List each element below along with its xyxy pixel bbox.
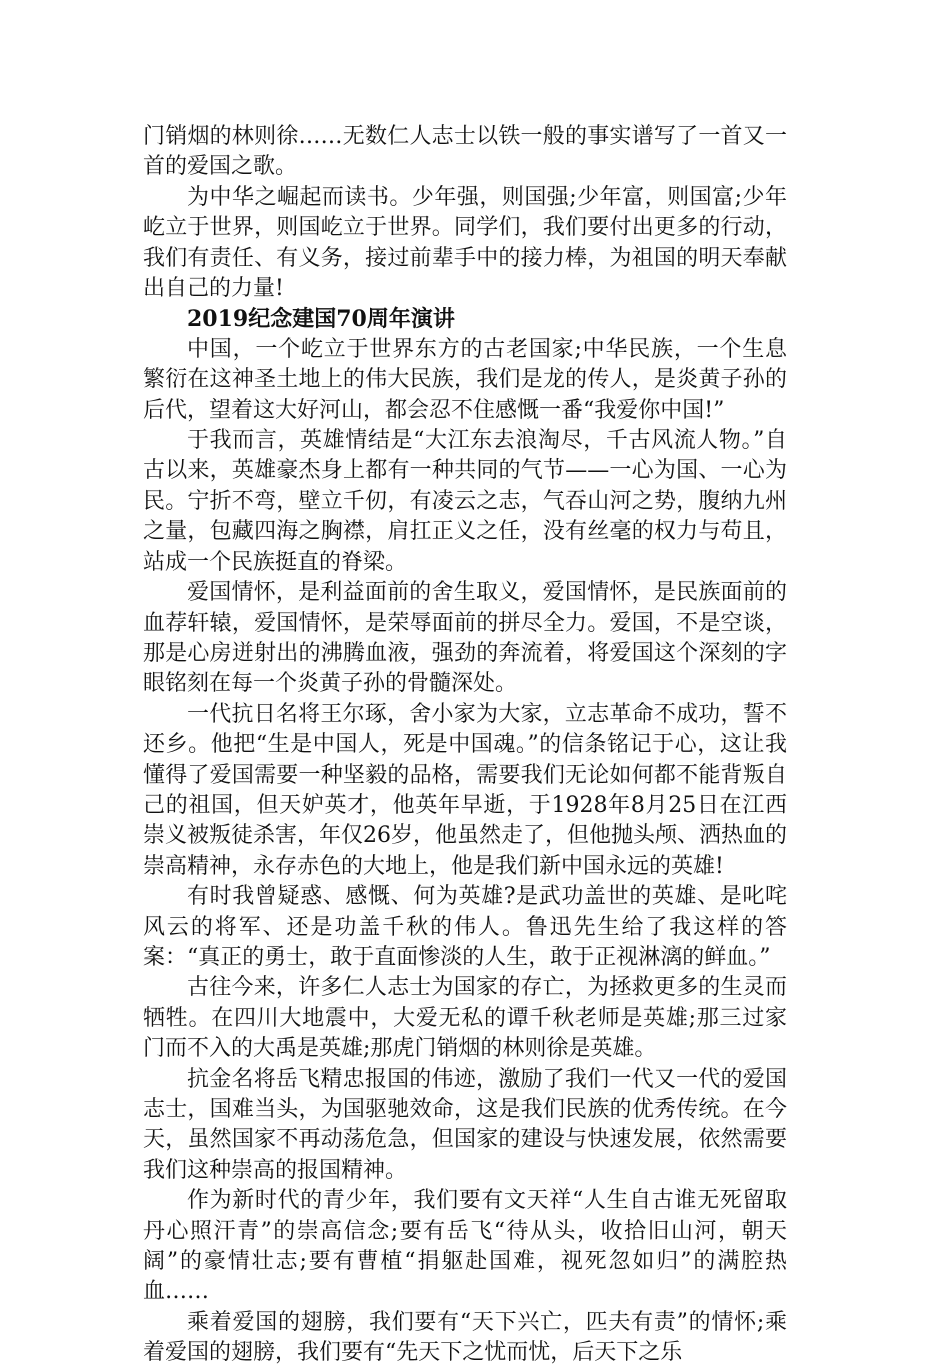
paragraph-7: 抗金名将岳飞精忠报国的伟迹，激励了我们一代又一代的爱国志士，国难当头，为国驱驰效命，这是我们民族的优秀传统。在今天，虽然国家不再动荡危急，但国家的建设与快速发展，依然需要我们这种崇高的报国精神。 (143, 1066, 787, 1183)
paragraph-youth: 为中华之崛起而读书。少年强，则国强;少年富，则国富;少年屹立于世界，则国屹立于世界。同学们，我们要付出更多的行动，我们有责任、有义务，接过前辈手中的接力棒，为祖国的明天奉献出自己的力量! (143, 184, 787, 302)
paragraph-1: 中国，一个屹立于世界东方的古老国家;中华民族，一个生息繁衍在这神圣土地上的伟大民族，我们是龙的传人，是炎黄子孙的后代，望着这大好河山，都会忍不住感慨一番“我爱你中国!” (143, 336, 787, 423)
paragraph-6: 古往今来，许多仁人志士为国家的存亡，为拯救更多的生灵而牺牲。在四川大地震中，大爱无私的谭千秋老师是英雄;那三过家门而不入的大禹是英雄;那虎门销烟的林则徐是英雄。 (143, 975, 787, 1062)
paragraph-5: 有时我曾疑惑、感慨、何为英雄?是武功盖世的英雄、是叱咤风云的将军、还是功盖千秋的伟人。鲁迅先生给了我这样的答案：“真正的勇士，敢于直面惨淡的人生，敢于正视淋漓的鲜血。” (143, 884, 787, 970)
paragraph-3: 爱国情怀，是利益面前的舍生取义，爱国情怀，是民族面前的血荐轩辕，爱国情怀，是荣辱面前的拼尽全力。爱国，不是空谈，那是心房迸射出的沸腾血液，强劲的奔流着，将爱国这个深刻的字眼铭刻在每一个炎黄子孙的骨髓深处。 (143, 580, 787, 697)
paragraph-8: 作为新时代的青少年，我们要有文天祥“人生自古谁无死留取丹心照汗青”的崇高信念;要有岳飞“待从头，收拾旧山河，朝天阔”的豪情壮志;要有曹植“捐躯赴国难，视死忽如归”的满腔热血…… (143, 1188, 787, 1305)
section-heading: 2019纪念建国70周年演讲 (187, 306, 455, 333)
paragraph-9: 乘着爱国的翅膀，我们要有“天下兴亡，匹夫有责”的情怀;乘着爱国的翅膀，我们要有“先天下之忧而忧，后天下之乐 (143, 1309, 787, 1366)
paragraph-2: 于我而言，英雄情结是“大江东去浪淘尽，千古风流人物。”自古以来，英雄豪杰身上都有一种共同的气节——一心为国、一心为民。宁折不弯，壁立千仞，有凌云之志，气吞山河之势，腹纳九州之量，包藏四海之胸襟，肩扛正义之任，没有丝毫的权力与苟且，站成一个民族挺直的脊梁。 (143, 428, 787, 575)
document-body (143, 122, 787, 1369)
paragraph-continuation: 门销烟的林则徐……无数仁人志士以铁一般的事实谱写了一首又一首的爱国之歌。 (143, 124, 787, 180)
paragraph-4: 一代抗日名将王尔琢，舍小家为大家，立志革命不成功，誓不还乡。他把“生是中国人，死是中国魂。”的信条铭记于心，这让我懂得了爱国需要一种坚毅的品格，需要我们无论如何都不能背叛自己的祖国，但天妒英才，他英年早逝，于1928年8月25日在江西崇义被叛徒杀害，年仅26岁，他虽然走了，但他抛头颅、洒热血的崇高精神，永存赤色的大地上，他是我们新中国永远的英雄! (143, 701, 787, 879)
